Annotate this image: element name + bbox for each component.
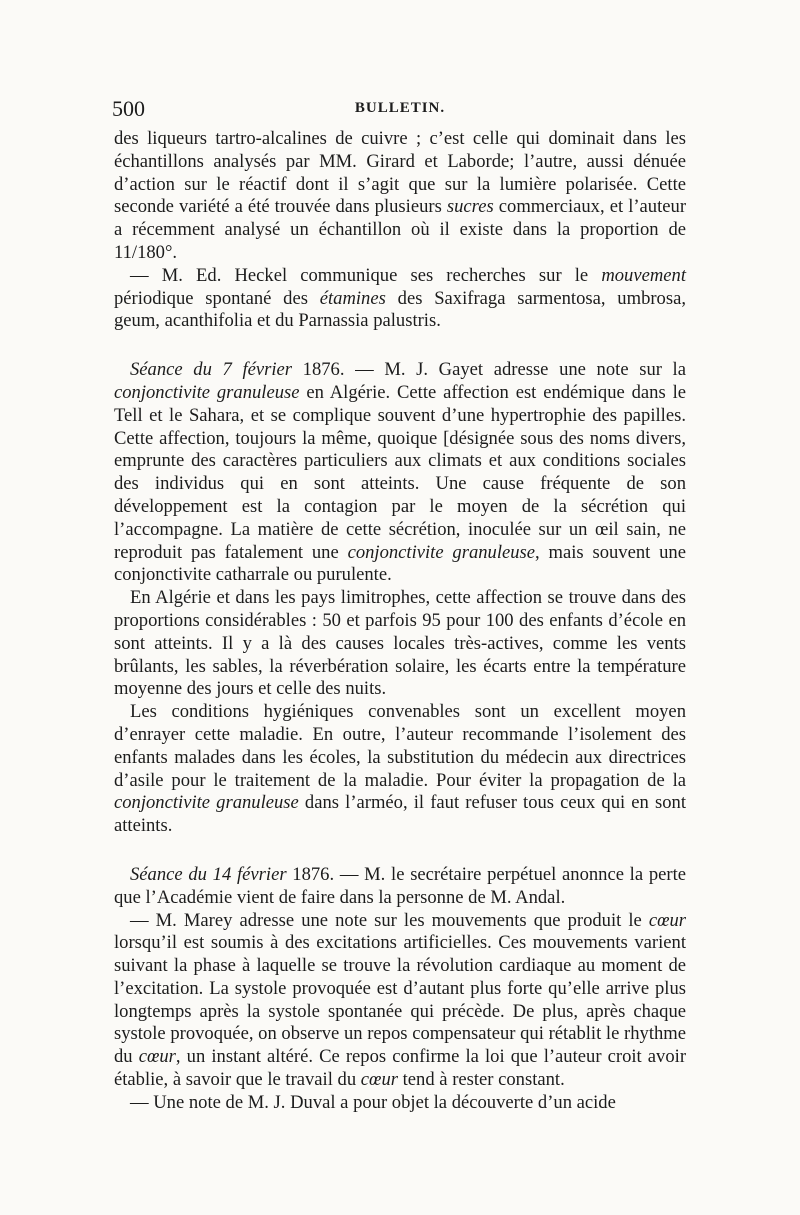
paragraph-sugars: des liqueurs tartro-alcalines de cuivre ; c’est celle qui dominait dans les échantillons analysés par MM. Girard et Laborde; l’autre, aussi dénuée d’action sur le réactif dont il s’agit que sur la lumière polarisée. Cette seconde variété a été trouvée dans plusieurs sucres commerciaux, et l’auteur a récemment analysé un échantillon où il existe dans la proportion de 11/180°. — [114, 128, 687, 263]
page-header — [114, 96, 686, 126]
section-gap — [114, 333, 686, 359]
paragraph-heckel: — M. Ed. Heckel communique ses recherches sur le mouvement périodique spontané des étamines des Saxifraga sarmentosa, umbrosa, geum, acanthifolia et du Parnassia palustris. — [114, 264, 686, 332]
paragraph-marey: — M. Marey adresse une note sur les mouvements que produit le cœur lorsqu’il est soumis à des excitations artificielles. Ces mouvements varient suivant la phase à laquelle se trouve la révolution cardiaque au moment de l’excitation. La systole provoquée est d’autant plus forte qu’elle arrive plus longtemps après la systole spontanée qui précède. De plus, après chaque systole provoquée, on observe un repos compensateur qui rétablit le rhythme du cœur, un instant altéré. Ce repos confirme la loi que l’auteur croit avoir établie, à savoir que le travail du cœur tend à rester constant. — [114, 909, 687, 1091]
paragraph-seance-7-fevrier: Séance du 7 février 1876. — M. J. Gayet adresse une note sur la conjonctivite granuleuse en Algérie. Cette affection est endémique dans le Tell et le Sahara, et se complique souvent d’une hypertrophie des papilles. Cette affection, toujours la même, quoique [désignée sous des noms divers, emprunte des caractères particuliers aux climats et aux conditions sociales des individus qui en sont atteints. Une cause fréquente de son développement est la contagion par le moyen de la sécrétion qui l’accompagne. La matière de cette sécrétion, inoculée sur un œil sain, ne reproduit pas fatalement une conjonctivite granuleuse, mais souvent une conjonctivite catharrale ou purulente. — [114, 359, 686, 586]
page-number: 500 — [112, 96, 145, 121]
paragraph-seance-14-fevrier: Séance du 14 février 1876. — M. le secrétaire perpétuel anonnce la perte que l’Académie vient de faire dans la personne de M. Andal. — [114, 863, 686, 908]
paragraph-duval: — Une note de M. J. Duval a pour objet la découverte d’un acide — [130, 1091, 616, 1113]
page — [114, 96, 686, 1115]
section-gap — [114, 838, 686, 864]
running-title: BULLETIN. — [354, 100, 446, 116]
paragraph-algerie: En Algérie et dans les pays limitrophes, cette affection se trouve dans des proportions considérables : 50 et parfois 95 pour 100 des enfants d’école en sont atteints. Il y a là des causes locales très-actives, comme les vents brûlants, les sables, la réverbération solaire, les écarts entre la température moyenne des jours et celle des nuits. — [114, 587, 686, 700]
paragraph-conditions: Les conditions hygiéniques convenables sont un excellent moyen d’enrayer cette maladie. En outre, l’auteur recommande l’isolement des enfants malades dans les écoles, la substitution du médecin aux directrices d’asile pour le traitement de la maladie. Pour éviter la propagation de la conjonctivite granuleuse dans l’arméo, il faut refuser tous ceux qui en sont atteints. — [114, 701, 686, 837]
